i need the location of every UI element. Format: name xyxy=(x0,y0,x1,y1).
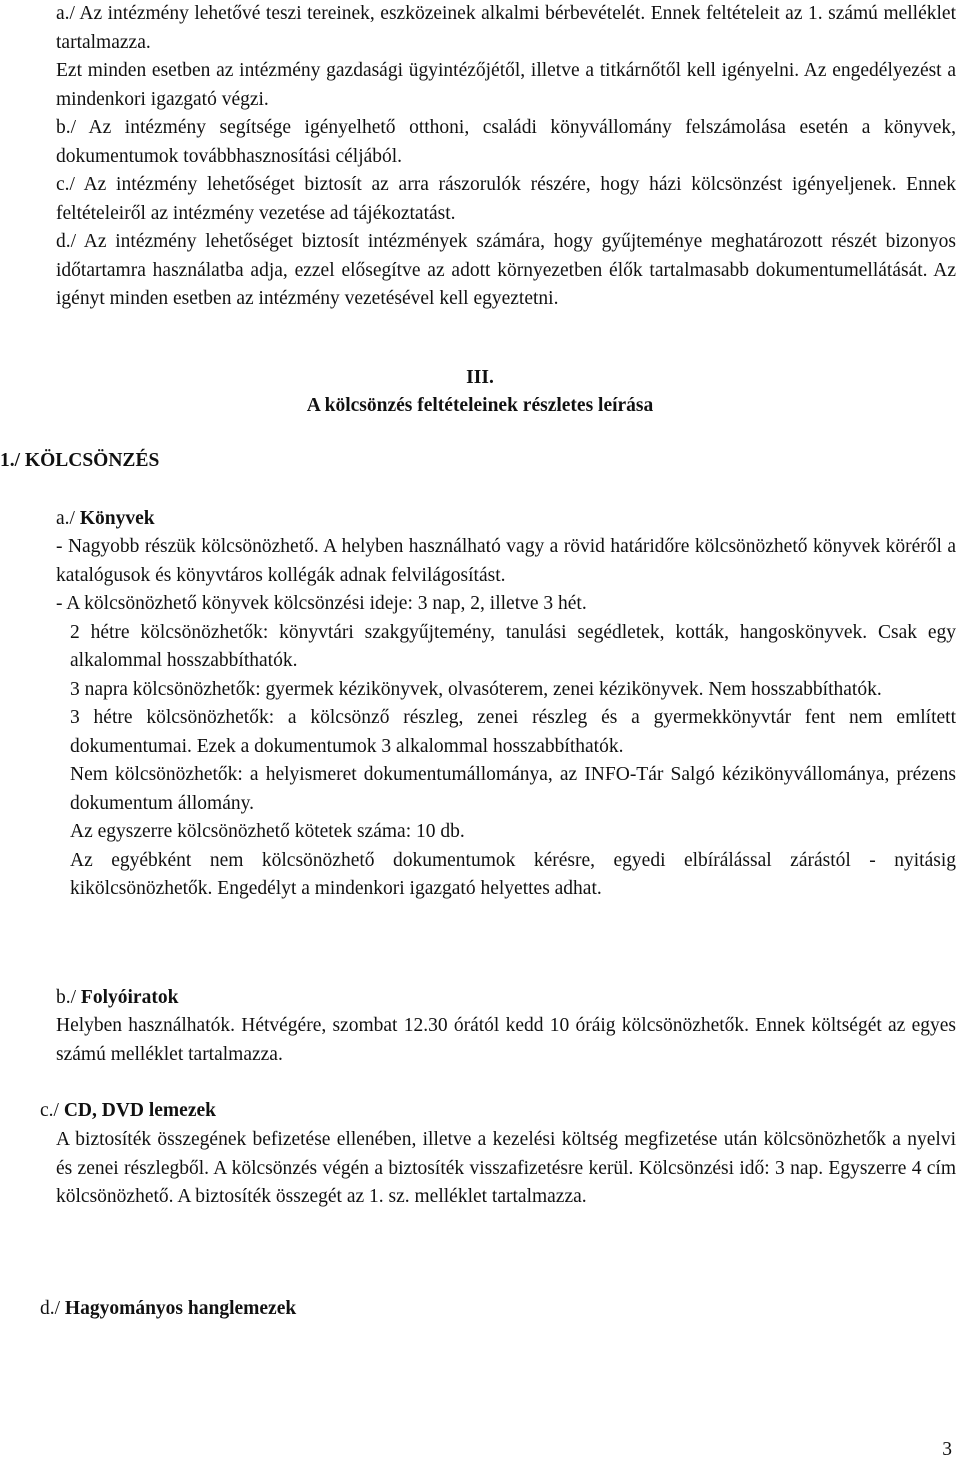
paragraph-c: c./ Az intézmény lehetőséget biztosít az arra rászorulók részére, hogy házi kölcsönzést igényeljenek. Ennek feltételeiről az intézmény vezetése ad tájékoztatást. xyxy=(56,174,956,224)
subsection-heading: Könyvek xyxy=(79,508,155,529)
chapter-title: A kölcsönzés feltételeinek részletes leírása xyxy=(306,395,654,416)
paragraph-a-continued: Ezt minden esetben az intézmény gazdasági ügyintézőjétől, illetve a titkárnőtől kell igényelni. Az engedélyezést a mindenkori igazgató végzi. xyxy=(56,60,956,110)
subsection-title-konyvek xyxy=(56,505,155,534)
konyvek-paragraph: 3 napra kölcsönözhetők: gyermek kézikönyvek, olvasóterem, zenei kézikönyvek. Nem hosszabbíthatók. xyxy=(70,678,882,700)
subsection-label: d./ xyxy=(40,1298,61,1319)
konyvek-paragraph: 3 hétre kölcsönözhetők: a kölcsönző részleg, zenei részleg és a gyermekkönyvtár fent nem említett dokumentumai. Ezek a dokumentumok 3 alkalommal hosszabbíthatók. xyxy=(70,707,956,757)
chapter-number: III. xyxy=(466,367,494,388)
konyvek-paragraph: Nem kölcsönözhetők: a helyismeret dokumentumállománya, az INFO-Tár Salgó kézikönyvállománya, prézens dokumentum állomány. xyxy=(70,764,956,814)
subsection-title-cd xyxy=(40,1097,216,1126)
subsection-title-hanglemezek xyxy=(40,1295,296,1324)
subsection-heading: Hagyományos hanglemezek xyxy=(64,1298,297,1319)
subsection-label: c./ xyxy=(40,1100,59,1121)
paragraph-b: b./ Az intézmény segítsége igényelhető otthoni, családi könyvállomány felszámolása esetén a könyvek, dokumentumok továbbhasznosítási céljából. xyxy=(56,117,956,167)
konyvek-body xyxy=(56,533,956,904)
paragraph-a: a./ Az intézmény lehetővé teszi tereinek, eszközeinek alkalmi bérbevételét. Ennek feltételeit az 1. számú melléklet tartalmazza. xyxy=(56,3,956,53)
subsection-title-folyoiratok xyxy=(56,984,178,1013)
folyoiratok-body xyxy=(56,1012,956,1069)
konyvek-paragraph: - A kölcsönözhető könyvek kölcsönzési ideje: 3 nap, 2, illetve 3 hét. xyxy=(56,593,587,614)
folyoiratok-paragraph: Helyben használhatók. Hétvégére, szombat 12.30 órától kedd 10 óráig kölcsönözhetők. Ennek költségét az egyes számú melléklet tartalmazza. xyxy=(56,1015,956,1065)
subsection-label: b./ xyxy=(56,987,77,1008)
section-title: 1./ KÖLCSÖNZÉS xyxy=(0,450,160,471)
subsection-label: a./ xyxy=(56,508,75,529)
konyvek-paragraph: Az egyszerre kölcsönözhető kötetek száma: 10 db. xyxy=(70,821,465,842)
subsection-heading: Folyóiratok xyxy=(80,987,179,1008)
konyvek-paragraph: - Nagyobb részük kölcsönözhető. A helyben használható vagy a rövid határidőre kölcsönözhető könyvek köréről a katalógusok és könyvtáros kollégák adnak felvilágosítást. xyxy=(56,536,956,586)
konyvek-paragraph: Az egyébként nem kölcsönözhető dokumentumok kérésre, egyedi elbírálással zárástól - nyitásig kikölcsönözhetők. Engedélyt a mindenkori igazgató helyettes adhat. xyxy=(70,849,956,899)
cd-paragraph: A biztosíték összegének befizetése ellenében, illetve a kezelési költség megfizetése után kölcsönözhetők a nyelvi és zenei részlegből. A kölcsönzés végén a biztosíték visszafizetésre kerül. Kölcsönzési idő: 3 nap. Egyszerre 4 cím kölcsönözhető. A biztosíték összegét az 1. sz. melléklet tartalmazza. xyxy=(56,1129,956,1207)
page-number: 3 xyxy=(942,1439,952,1460)
cd-body xyxy=(56,1126,956,1212)
intro-section xyxy=(56,0,956,314)
konyvek-paragraph: 2 hétre kölcsönözhetők: könyvtári szakgyűjtemény, tanulási segédletek, kották, hangoskönyvek. Csak egy alkalommal hosszabbíthatók. xyxy=(70,621,956,671)
subsection-heading: CD, DVD lemezek xyxy=(63,1100,216,1121)
paragraph-d: d./ Az intézmény lehetőséget biztosít intézmények számára, hogy gyűjteménye meghatározott részét bizonyos időtartamra használatba adja, ezzel elősegítve az adott környezetben élők tartalmasabb dokumentumellátását. Az igényt minden esetben az intézmény vezetésével kell egyeztetni. xyxy=(56,231,956,309)
